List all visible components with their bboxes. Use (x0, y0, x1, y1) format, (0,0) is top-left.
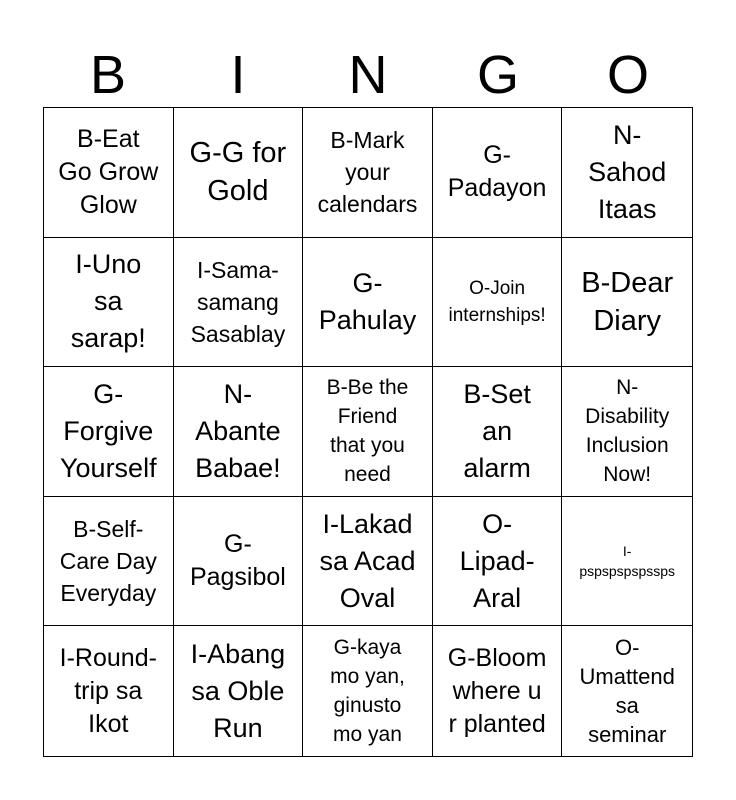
cell-label: N- Abante Babae! (195, 378, 281, 483)
bingo-cell[interactable] (433, 108, 563, 238)
bingo-cell[interactable] (562, 108, 692, 238)
bingo-cell[interactable] (303, 108, 433, 238)
bingo-cell[interactable] (44, 626, 174, 756)
cell-label: B-Self- Care Day Everyday (59, 516, 157, 607)
bingo-cell[interactable] (44, 497, 174, 627)
header-letter-o: O (606, 45, 649, 105)
bingo-cell[interactable] (562, 238, 692, 368)
cell-label: B-Mark your calendars (317, 127, 418, 218)
bingo-cell[interactable] (303, 238, 433, 368)
cell-label: I-Uno sa sarap! (70, 249, 146, 354)
bingo-cell[interactable] (174, 238, 304, 368)
header-letter-i: I (230, 45, 246, 105)
cell-label: B-Set an alarm (463, 378, 531, 483)
bingo-cell[interactable] (44, 367, 174, 497)
bingo-cell[interactable] (174, 367, 304, 497)
bingo-cell[interactable] (433, 238, 563, 368)
bingo-cell[interactable] (562, 626, 692, 756)
bingo-board (43, 107, 693, 757)
cell-label: G- Pagsibol (189, 530, 286, 592)
bingo-cell[interactable] (44, 108, 174, 238)
cell-label: G- Pahulay (318, 267, 417, 335)
bingo-cell[interactable] (174, 108, 304, 238)
cell-label: O- Lipad- Aral (459, 508, 535, 613)
cell-label: N- Disability Inclusion Now! (585, 376, 670, 487)
bingo-header (43, 44, 693, 106)
bingo-cell[interactable] (433, 497, 563, 627)
bingo-cell[interactable] (174, 626, 304, 756)
header-letter-g: G (476, 45, 519, 105)
bingo-cell[interactable] (303, 626, 433, 756)
cell-label: G-G for Gold (189, 137, 287, 208)
cell-label: O-Join internships! (448, 277, 546, 326)
cell-label: I-Sama- samang Sasablay (190, 256, 286, 347)
cell-label: G-Bloom where u r planted (447, 643, 547, 738)
bingo-cell[interactable] (562, 497, 692, 627)
bingo-cell[interactable] (44, 238, 174, 368)
header-letter-b: B (89, 45, 127, 105)
cell-label: G- Forgive Yourself (60, 378, 157, 483)
cell-label: G-kaya mo yan, ginusto mo yan (330, 636, 405, 747)
bingo-cell[interactable] (433, 367, 563, 497)
cell-label: B-Be the Friend that you need (326, 376, 409, 487)
bingo-cell[interactable] (433, 626, 563, 756)
cell-label: N- Sahod Itaas (588, 119, 667, 224)
cell-label: I- pspspspspssps (579, 543, 676, 580)
cell-label: I-Round- trip sa Ikot (59, 643, 157, 738)
cell-label: B-Dear Diary (581, 266, 674, 337)
cell-label: I-Lakad sa Acad Oval (319, 508, 416, 613)
cell-label: I-Abang sa Oble Run (190, 638, 286, 743)
cell-label: G- Padayon (447, 141, 547, 203)
bingo-cell[interactable] (562, 367, 692, 497)
cell-label: B-Eat Go Grow Glow (58, 124, 159, 219)
cell-label: O- Umattend sa seminar (579, 635, 675, 748)
header-letter-n: N (348, 45, 388, 105)
bingo-cell[interactable] (303, 497, 433, 627)
bingo-cell[interactable] (174, 497, 304, 627)
bingo-cell[interactable] (303, 367, 433, 497)
